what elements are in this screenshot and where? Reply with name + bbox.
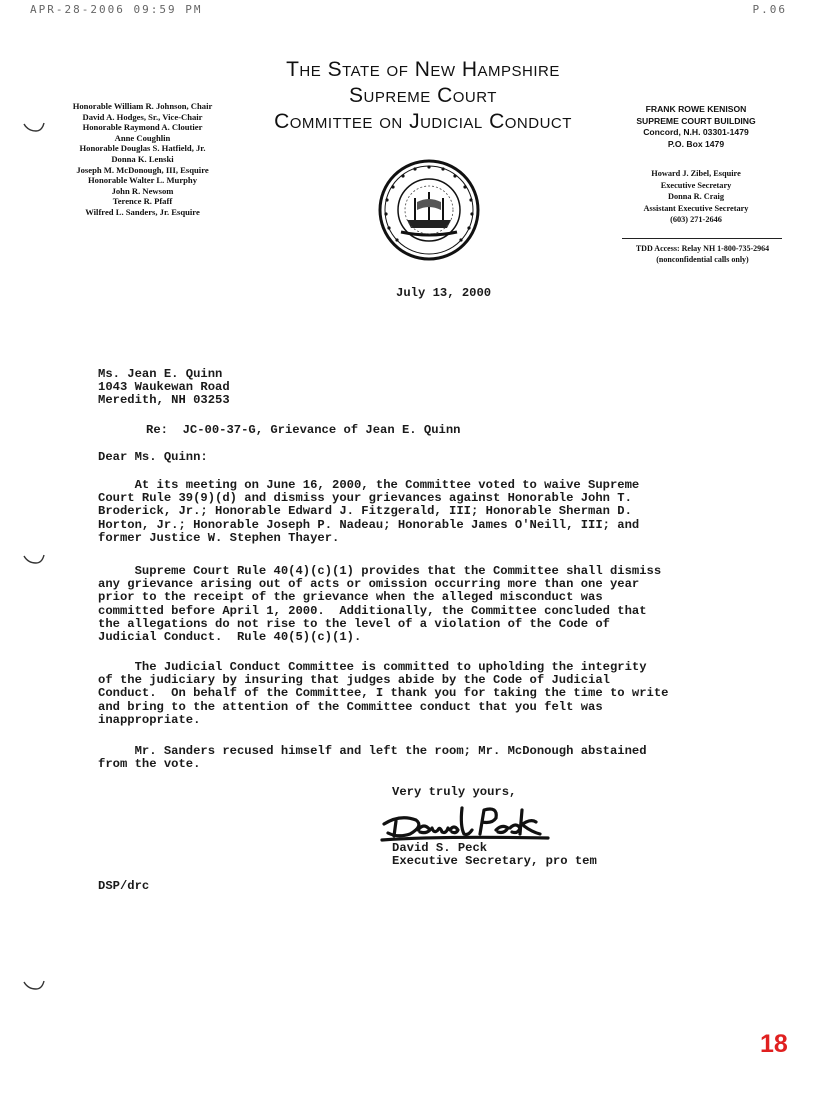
signature-image: [380, 800, 555, 844]
letterhead-court: Supreme Court: [349, 84, 497, 107]
body-paragraph: Supreme Court Rule 40(4)(c)(1) provides that the Committee shall dismiss any grievance arising out of acts or omission occurring more than one year prior to the receipt of the grievance when the alleged misconduct was committed before April 1, 2000. Additionally, the Committee concluded that the allegations do not rise to the level of a violation of the Code of Judicial Conduct. Rule 40(5)(c)(1).: [98, 564, 662, 645]
address-line: FRANK ROWE KENISON: [645, 104, 747, 114]
member-name: Honorable Walter L. Murphy: [87, 175, 198, 186]
member-name: Donna K. Lenski: [111, 153, 174, 164]
subject-line: Re: JC-00-37-G, Grievance of Jean E. Quinn: [146, 423, 461, 437]
staff-line: Howard J. Zibel, Esquire: [651, 169, 741, 178]
fax-timestamp: APR-28-2006 09:59 PM: [30, 3, 203, 16]
body-paragraph: Mr. Sanders recused himself and left the room; Mr. McDonough abstained from the vote.: [98, 744, 647, 772]
member-name: Terence R. Pfaff: [112, 196, 173, 207]
member-name: Wilfred L. Sanders, Jr. Esquire: [85, 206, 200, 217]
address-line: Concord, N.H. 03301-1479: [643, 127, 749, 137]
member-name: Honorable William R. Johnson, Chair: [72, 101, 213, 111]
address-line: SUPREME COURT BUILDING: [636, 115, 756, 126]
state-seal-icon: [377, 158, 481, 262]
recipient-name: Ms. Jean E. Quinn: [98, 367, 223, 381]
recipient-city: Meredith, NH 03253: [98, 393, 230, 408]
tdd-line: (nonconfidential calls only): [656, 255, 749, 264]
letterhead-committee: Committee on Judicial Conduct: [274, 110, 572, 133]
reference-initials: DSP/drc: [98, 879, 150, 893]
member-name: Honorable Douglas S. Hatfield, Jr.: [79, 143, 206, 154]
member-name: Honorable Raymond A. Cloutier: [82, 122, 203, 133]
member-name: Anne Coughlin: [114, 132, 171, 143]
staff-contacts: [610, 168, 782, 226]
member-name: Joseph M. McDonough, III, Esquire: [76, 164, 209, 175]
court-address: [610, 104, 782, 150]
fax-page-marker: P.06: [752, 3, 787, 16]
recipient-street: 1043 Waukewan Road: [98, 380, 230, 395]
signer-title: Executive Secretary, pro tem: [392, 854, 597, 869]
punch-hole-mark-icon: [22, 121, 48, 133]
member-name: David A. Hodges, Sr., Vice-Chair: [82, 111, 203, 122]
signer-name: David S. Peck: [392, 841, 488, 855]
staff-line: (603) 271-2646: [670, 215, 722, 224]
punch-hole-mark-icon: [22, 553, 48, 565]
letter-date: July 13, 2000: [396, 286, 492, 300]
closing: Very truly yours,: [392, 785, 517, 799]
committee-members: [55, 101, 230, 218]
tdd-line: TDD Access: Relay NH 1-800-735-2964: [635, 244, 770, 253]
staff-line: Donna R. Craig: [667, 192, 724, 201]
member-name: John R. Newsom: [111, 185, 174, 196]
body-paragraph: The Judicial Conduct Committee is committed to upholding the integrity of the judiciary by insuring that judges abide by the Code of Judicial Conduct. On behalf of the Committee, I thank you for taking the time to write and bring to the attention of the Committee conduct that you felt was inappropriate.: [98, 660, 669, 727]
signature-block: [392, 842, 597, 868]
staff-line: Assistant Executive Secretary: [643, 203, 749, 213]
staff-line: Executive Secretary: [660, 180, 732, 190]
letterhead-state: The State of New Hampshire: [286, 58, 560, 81]
tdd-access: [610, 243, 795, 265]
page-number: 18: [760, 1030, 788, 1058]
body-paragraph: At its meeting on June 16, 2000, the Committee voted to waive Supreme Court Rule 39(9)(d) and dismiss your grievances against Honorable John T. Broderick, Jr.; Honorable Edward J. Fitzgerald, III; Honorable Sherman D. Horton, Jr.; Honorable Joseph P. Nadeau; Honorable James O'Neill, III; and former Justice W. Stephen Thayer.: [98, 478, 640, 545]
recipient-address: [98, 368, 230, 408]
address-line: P.O. Box 1479: [667, 138, 725, 149]
salutation: Dear Ms. Quinn:: [98, 450, 208, 464]
punch-hole-mark-icon: [22, 979, 48, 991]
divider: [622, 238, 782, 239]
